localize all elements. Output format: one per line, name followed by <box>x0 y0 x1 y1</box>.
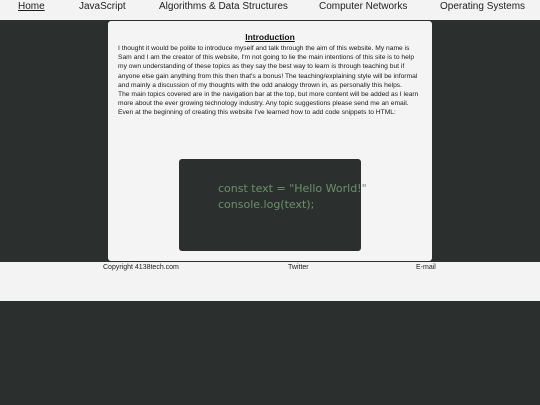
footer-email-link[interactable]: E-mail <box>416 264 436 271</box>
code-line-declaration: const text = "Hello World!" <box>218 182 367 195</box>
intro-paragraph-topics: The main topics covered are in the navigation bar at the top, but more content will be added as I learn more about the ever growing technology industry. Any topic suggestions please send me an email. <box>118 91 419 108</box>
introduction-title: Introduction <box>245 32 295 42</box>
intro-paragraph-code: Even at the beginning of creating this website I've learned how to add code snippets to HTML: <box>118 109 396 117</box>
top-navigation-bar <box>0 0 540 20</box>
nav-link-computer-networks[interactable]: Computer Networks <box>319 1 408 12</box>
nav-link-javascript[interactable]: JavaScript <box>79 1 126 12</box>
intro-paragraph-about: I thought it would be polite to introduce myself and talk through the aim of this website. My name is Sam and I am the creator of this website, I'm not going to lie the main intentions of this site is to help my own understanding of these topics as they say the best way to learn is through teaching but if anyone else gain anything from this then that's a bonus! The teaching/explaining style will be informal and mainly a discussion of my thoughts with the odd analogy thrown in, as personally this helps. <box>118 45 418 89</box>
code-snippet-block <box>179 159 367 251</box>
nav-link-algorithms-data-structures[interactable]: Algorithms & Data Structures <box>159 1 288 12</box>
code-line-console-log: console.log(text); <box>218 198 315 211</box>
nav-link-operating-systems[interactable]: Operating Systems <box>440 1 526 12</box>
footer-copyright: Copyright 4138tech.com <box>103 264 179 271</box>
introduction-body <box>118 44 422 118</box>
nav-link-home[interactable]: Home <box>18 1 45 12</box>
footer-twitter-link[interactable]: Twitter <box>288 264 309 271</box>
introduction-card <box>108 21 432 261</box>
footer-bar <box>0 262 540 301</box>
